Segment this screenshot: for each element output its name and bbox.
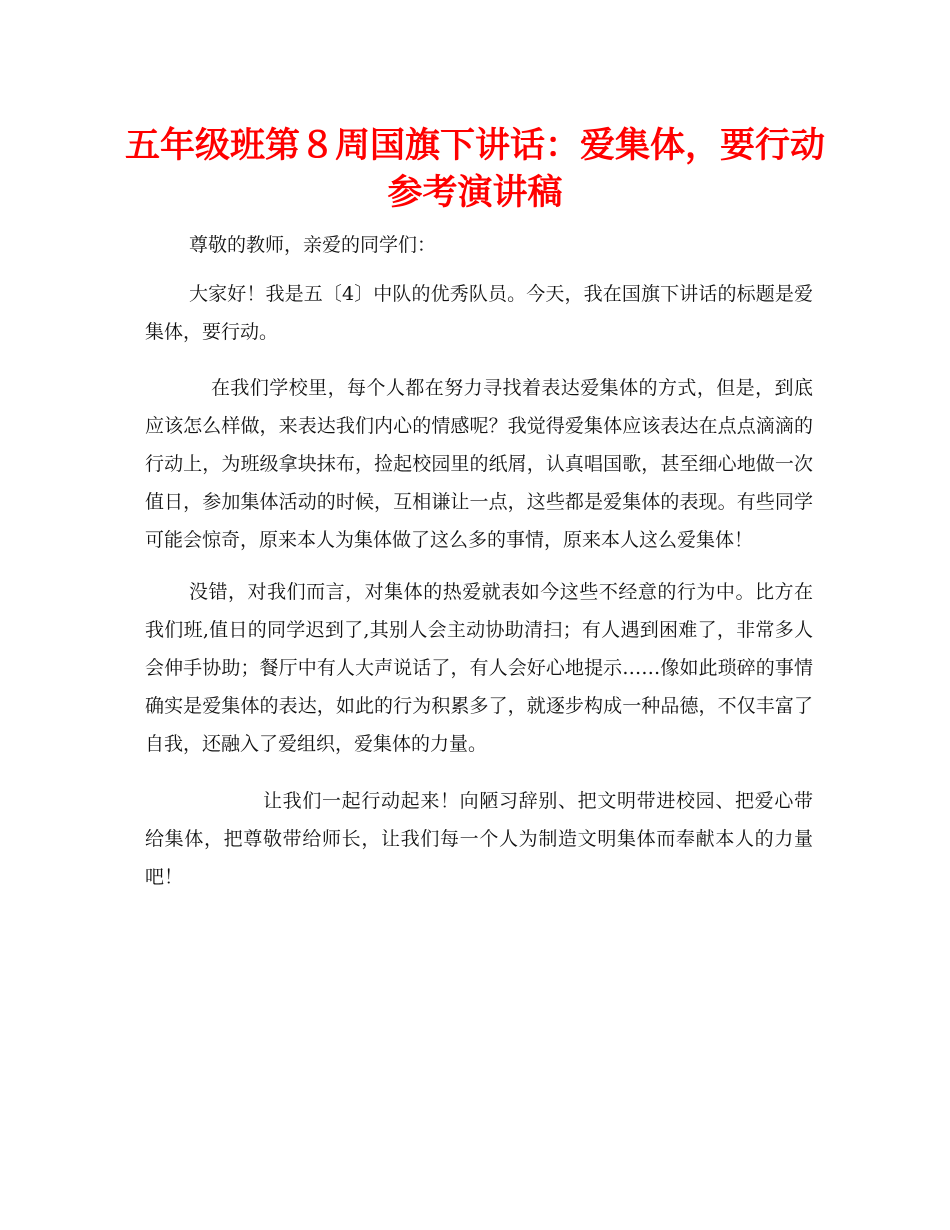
- greeting-paragraph: 尊敬的教师，亲爱的同学们：: [189, 234, 437, 256]
- document-title: 五年级班第８周国旗下讲话：爱集体，要行动参考演讲稿: [124, 126, 825, 213]
- document-body: [145, 226, 813, 896]
- call-to-action-paragraph: 让我们一起行动起来！向陋习辞别、把文明带进校园、把爱心带给集体，把尊敬带给师长，让我们每一个人为制造文明集体而奉献本人的力量吧！: [145, 790, 813, 888]
- examples-paragraph: 没错，对我们而言，对集体的热爱就表如今这些不经意的行为中。比方在我们班,值日的同学迟到了,其别人会主动协助清扫；有人遇到困难了，非常多人会伸手协助；餐厅中有人大声说话了，有人会好心地提示……像如此琐碎的事情确实是爱集体的表达，如此的行为积累多了，就逐步构成一种品德，不仅丰富了自我，还融入了爱组织，爱集体的力量。: [145, 581, 813, 755]
- intro-paragraph: 大家好！我是五〔4〕中队的优秀队员。今天，我在国旗下讲话的标题是爱集体，要行动。: [145, 283, 813, 343]
- school-paragraph: 在我们学校里，每个人都在努力寻找着表达爱集体的方式，但是，到底应该怎么样做，来表达我们内心的情感呢？我觉得爱集体应该表达在点点滴滴的行动上，为班级拿块抹布，捡起校园里的纸屑，认真唱国歌，甚至细心地做一次值日，参加集体活动的时候，互相谦让一点，这些都是爱集体的表现。有些同学可能会惊奇，原来本人为集体做了这么多的事情，原来本人这么爱集体！: [145, 377, 813, 551]
